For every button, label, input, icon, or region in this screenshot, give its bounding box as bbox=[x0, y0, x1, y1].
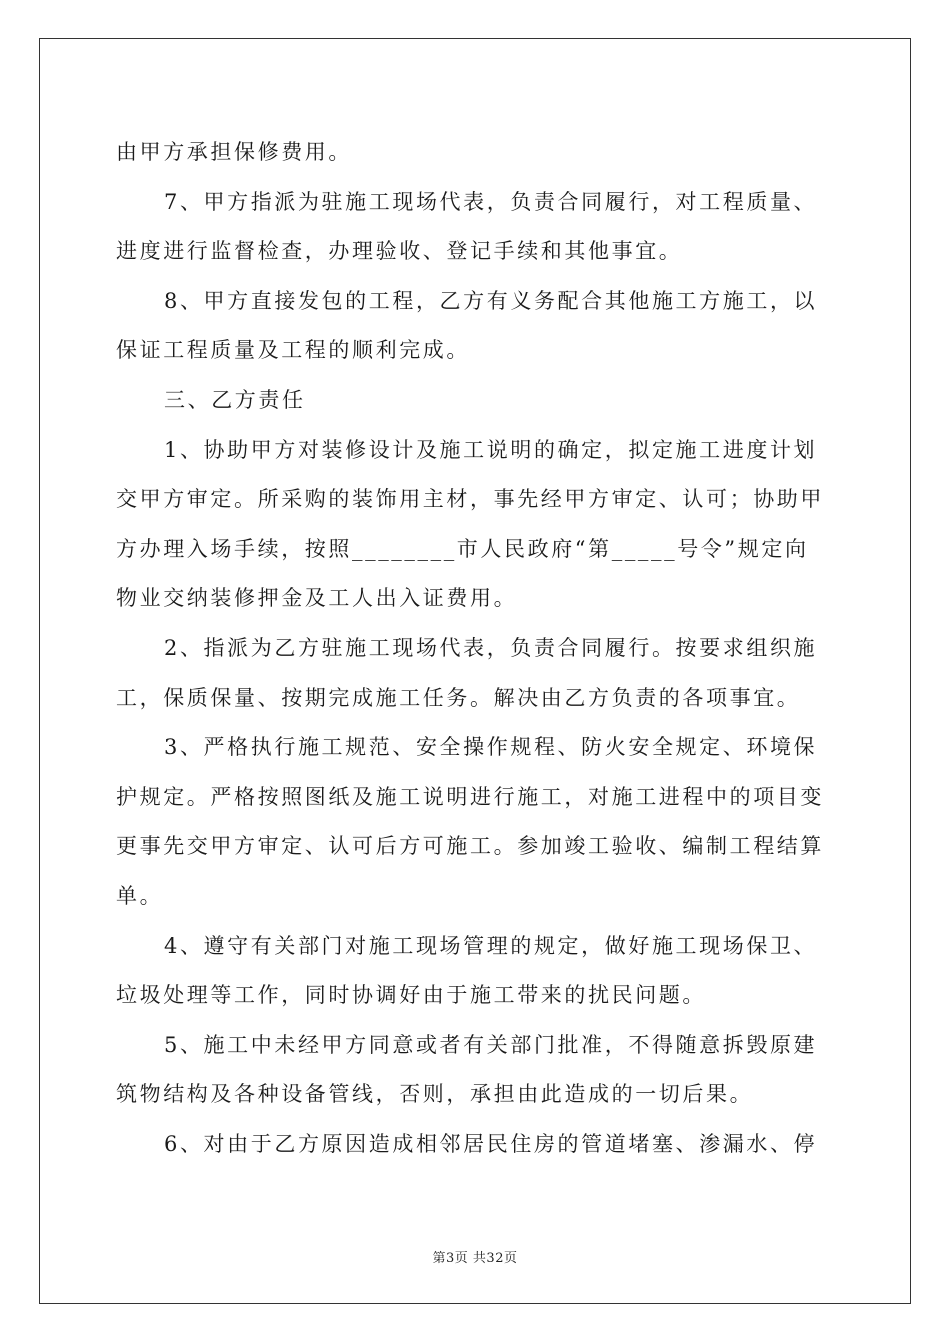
page-number-footer: 第3页 共32页 bbox=[432, 1251, 518, 1266]
text-line: 护规定。严格按照图纸及施工说明进行施工，对施工进程中的项目变 bbox=[116, 784, 824, 809]
text-line: 保证工程质量及工程的顺利完成。 bbox=[116, 338, 470, 363]
text-line: 4、遵守有关部门对施工现场管理的规定，做好施工现场保卫、 bbox=[164, 933, 818, 958]
text-line: 5、施工中未经甲方同意或者有关部门批准，不得随意拆毁原建 bbox=[164, 1032, 818, 1057]
text-line: 1、协助甲方对装修设计及施工说明的确定，拟定施工进度计划 bbox=[164, 437, 818, 462]
text-line: 垃圾处理等工作，同时协调好由于施工带来的扰民问题。 bbox=[116, 983, 706, 1008]
text-line: 交甲方审定。所采购的装饰用主材，事先经甲方审定、认可；协助甲 bbox=[116, 487, 824, 512]
text-line: 8、甲方直接发包的工程，乙方有义务配合其他施工方施工，以 bbox=[164, 288, 818, 313]
text-line: 7、甲方指派为驻施工现场代表，负责合同履行，对工程质量、 bbox=[164, 189, 818, 214]
text-line: 更事先交甲方审定、认可后方可施工。参加竣工验收、编制工程结算 bbox=[116, 834, 824, 859]
text-line: 筑物结构及各种设备管线，否则，承担由此造成的一切后果。 bbox=[116, 1082, 754, 1107]
text-line: 工，保质保量、按期完成施工任务。解决由乙方负责的各项事宜。 bbox=[116, 685, 801, 710]
text-line: 6、对由于乙方原因造成相邻居民住房的管道堵塞、渗漏水、停 bbox=[164, 1131, 818, 1156]
text-line: 物业交纳装修押金及工人出入证费用。 bbox=[116, 586, 518, 611]
text-line: 进度进行监督检查，办理验收、登记手续和其他事宜。 bbox=[116, 239, 683, 264]
document-body bbox=[116, 128, 836, 1169]
text-line: 2、指派为乙方驻施工现场代表，负责合同履行。按要求组织施 bbox=[164, 635, 818, 660]
section-heading: 三、乙方责任 bbox=[164, 387, 306, 412]
text-line: 单。 bbox=[116, 883, 164, 908]
text-line: 3、严格执行施工规范、安全操作规程、防火安全规定、环境保 bbox=[164, 735, 818, 760]
text-line: 方办理入场手续，按照________市人民政府“第_____号令”规定向 bbox=[116, 536, 809, 561]
text-line: 由甲方承担保修费用。 bbox=[116, 140, 352, 164]
